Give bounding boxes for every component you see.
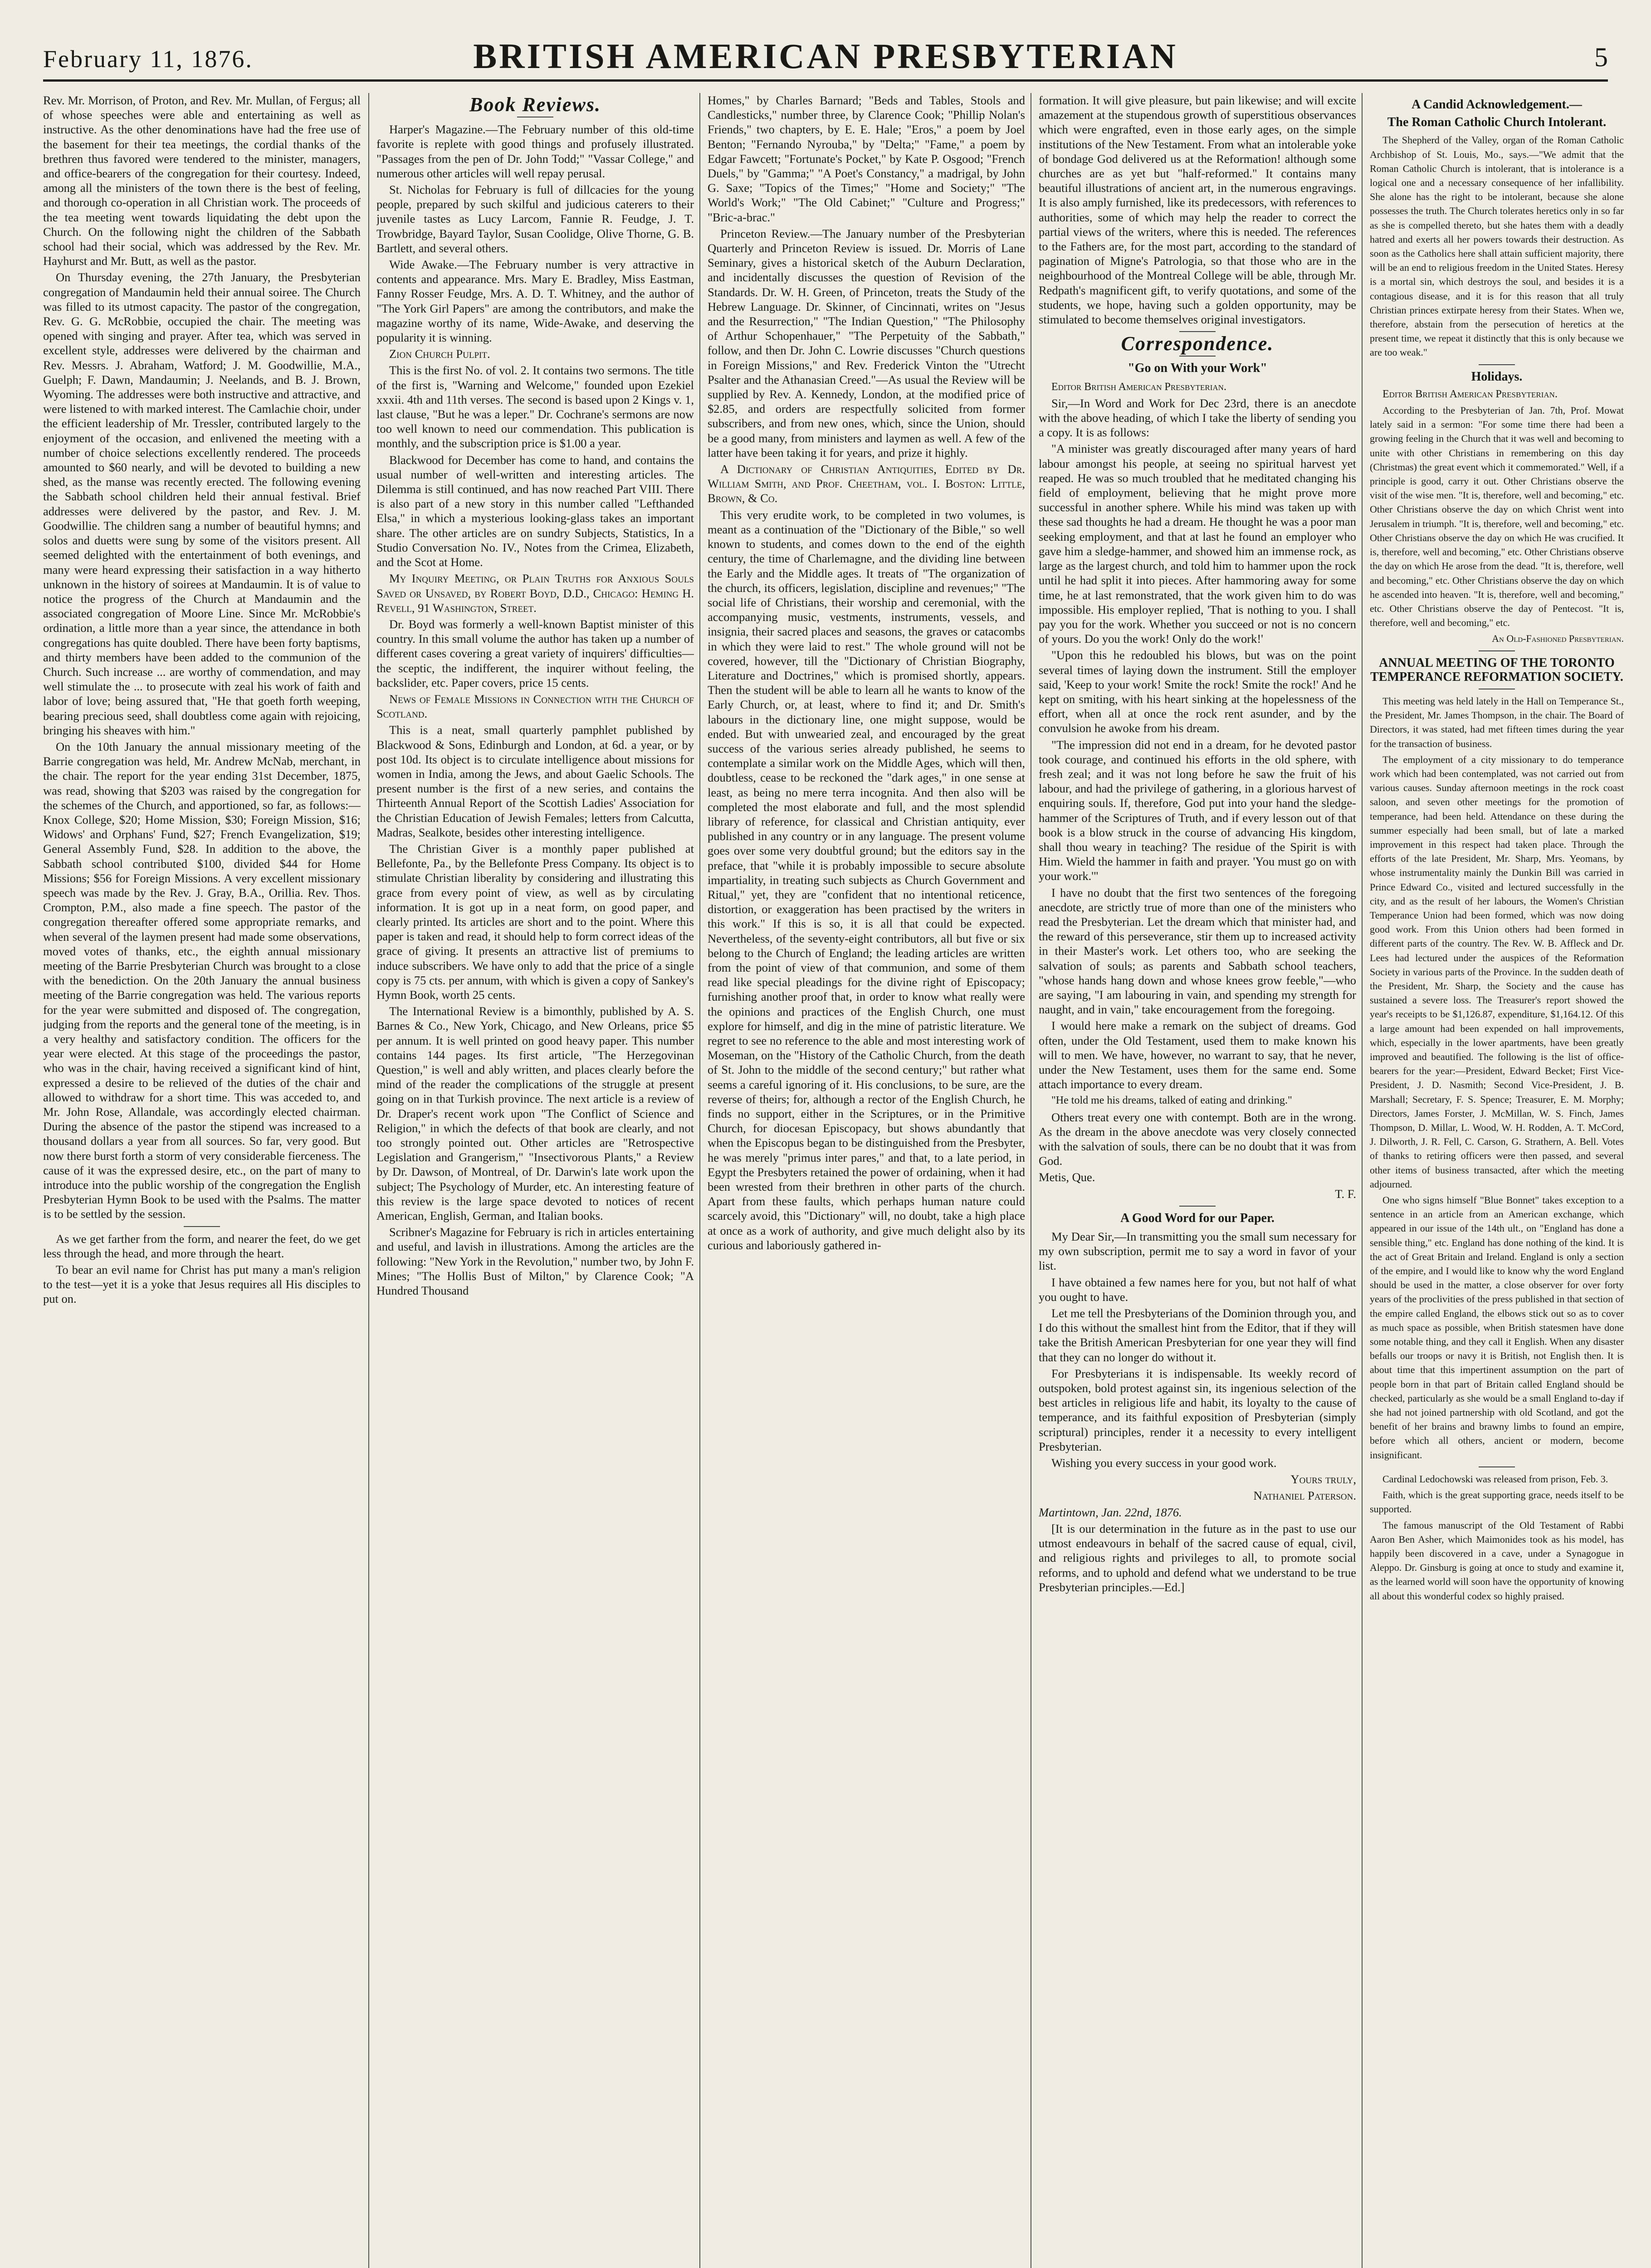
divider [1479, 1466, 1515, 1467]
page-number: 5 [1594, 42, 1608, 72]
issue-date: February 11, 1876. [43, 45, 253, 73]
review-paragraph: Homes," by Charles Barnard; "Beds and Tables, Stools and Candlesticks," number three, by Clarence Cook; "Phillip Nolan's Friends," two chapters, by E. E. Hale; "Eros," a poem by Joel Benton; "Fernando Nyrouba," by "Delta;" "Fame," a poem by Edgar Fawcett; "Fortunate's Pocket," by Kate P. Osgood; "French Duels," by "Gamma;" "A Poet's Constancy," a madrigal, by John G. Saxe; "Topics of the Times;" "Home and Society;" "The World's Work;" "The Old Cabinet;" "Culture and Progress;" "Bric-a-brac." [708, 93, 1025, 224]
divider [184, 1226, 220, 1227]
review-title: News of Female Missions in Connection with the Church of Scotland. [376, 692, 694, 721]
review-paragraph: Blackwood for December has come to hand, and contains the usual number of well-written and interesting articles. The Dilemma is still continued, and has now reached Part VIII. There is also part of a new story in this number called "Lefthanded Elsa," in which a mysterious looking-glass takes an important share. The other articles are on sundry Subjects, Statistics, In a Studio Conversation No. IV., Notes from the Crimea, Elizabeth, and the Scot at Home. [376, 453, 694, 569]
review-paragraph: This is a neat, small quarterly pamphlet published by Blackwood & Sons, Edinburgh and London, at 6d. a year, or by post 10d. Its object is to circulate intelligence about missions for women in India, among the Jews, and about Gaelic Schools. The present number is the first of a new series, and contains the Thirteenth Annual Report of the Scottish Ladies' Association for the Christian Education of Jewish Females; letters from Calcutta, Madras, Sealkote, besides other interesting intelligence. [376, 723, 694, 839]
divider [1179, 331, 1216, 332]
column-rule [1362, 93, 1363, 2268]
letter-signature: Nathaniel Paterson. [1253, 1489, 1356, 1503]
letter-paragraph: My Dear Sir,—In transmitting you the small sum necessary for my own subscription, permit me to say a word in favor of your list. [1039, 1230, 1356, 1273]
review-paragraph: This very erudite work, to be completed in two volumes, is meant as a continuation of the "Dictionary of the Bible," so well known to students, and comes down to the end of the eighth century, the time of Charlemagne, and the dividing line between the Early and the Middle ages. It treats of "The organization of the church, its officers, legislation, discipline and revenues;" "The social life of Christians, their worship and ceremonial, with the accompanying music, vestments, instruments, vessels, and insignia, their sacred places and seasons, the graves or catacombs in which they were laid to rest." The whole ground will not be covered, however, till the "Dictionary of Christian Biography, Literature and Doctrines," which is promised shortly, appears. Then the student will be able to learn all he wants to know of the Early Church, or, at least, where to find it; and Dr. Smith's labours in the dictionary line, one might suppose, would be ended. But with unwearied zeal, and encouraged by the great success of the various series already published, he seems to contemplate a similar work on the Middle Ages, which will then, doubtless, cease to be reckoned the "dark ages," in one sense at least, as being no mere terra incognita. And then also will be completed the most elaborate and full, and the most splendid library of reference, for classical and Christian antiquity, ever published in any country or in any language. The present volume goes over some very doubtful ground; but the editors say in the preface, that "while it is probably impossible to secure absolute impartiality, in treating such subjects as Church Government and Ritual," yet, they are "confident that no intentional reticence, distortion, or exaggeration has been practised by the writers in this work." If this is so, it is all that could be expected. Nevertheless, of the seventy-eight contributors, all but five or six belong to the Church of England; the leading articles are written from the point of view of that communion, and some of them read like special pleadings for the divine right of Episcopacy; furnishing another proof that, in order to know what really were the opinions and practices of the English Church, one must explore for himself, and dig in the mine of patristic literature. We regret to see no reference to the able and most interesting work of Moseman, on the "History of the Catholic Church, from the death of St. John to the middle of the second century;" but rather what seems a careful ignoring of it. His conclusions, to be sure, are the reverse of theirs; for, although a rector of the English Church, he finds no support, either in the Scriptures, or in the Primitive Church, for diocesan Episcopacy, but shows abundantly that when the Episcopus began to be distinguished from the Presbyter, he was merely "primus inter pares," and that, to a late period, in Egypt the Presbyters retained the power of ordaining, when it had been wrested from their brethren in other parts of the church. Apart from these faults, which perhaps human nature could scarcely avoid, this "Dictionary" will, no doubt, take a high place at once as a work of authority, and give much delight also by its curious and laboriously gathered in- [708, 508, 1025, 1252]
editor-note: [It is our determination in the future as in the past to use our utmost endeavours in behalf of the sacred cause of equal, civil, and religious rights and privileges to all, to promote social reforms, and to uphold and defend what we understand to be true Presbyterian principles.—Ed.] [1039, 1521, 1356, 1594]
article-paragraph: The employment of a city missionary to do temperance work which had been contemplated, was not carried out from various causes. Sunday afternoon meetings in the rock coast saloon, and seven other meetings for the promotion of temperance, had been held. Attendance on these during the summer especially had been small, but of late a marked improvement in this respect had taken place. Through the efforts of the late President, Mr. Sharp, Mrs. Yeomans, by whose instrumentality mainly the Dunkin Bill was carried in Prince Edward Co., visited and lectured successfully in the city, and as the result of her labours, the Women's Christian Temperance Union had been formed, which was now doing good work. From this Union others had been formed in different parts of the country. The Rev. W. B. Affleck and Dr. Lees had lectured under the auspices of the Reformation Society in various parts of the Province. In the sudden death of the President, Mr. Sharp, the Society and the cause has sustained a severe loss. The Treasurer's report showed the year's receipts to be $1,126.87, expenditure, $1,164.12. Of this a large amount had been expended on hall improvements, which, especially in the lower apartments, have been greatly improved and beautified. The following is the list of office-bearers for the year:—President, Edward Becket; First Vice-President, J. D. Nasmith; Second Vice-President, J. B. Marshall; Secretary, F. S. Spence; Treasurer, E. M. Morphy; Directors, James Forster, J. McMillan, W. S. Finch, James Thompson, D. Millar, L. Wood, W. H. Rodden, A. T. McCord, J. Dilworth, J. R. Fell, C. Carson, G. Strathern, A. Bell. Votes of thanks to retiring officers were then passed, and several other items of business transacted, after which the meeting adjourned. [1370, 753, 1624, 1190]
aphorism: As we get farther from the form, and nearer the feet, do we get less through the head, and more through the heart. [43, 1232, 361, 1260]
letter-paragraph: "The impression did not end in a dream, for he devoted pastor took courage, and continued his efforts in the old sphere, with fresh zeal; and it was not long before he saw the fruit of his labour, and had the privilege of gathering, in a glorious harvest of enquiring souls. If, therefore, God put into your hand the sledge-hammer of the Scriptures of Truth, and if every lesson out of that book is a blow struck in the course of advancing His kingdom, shall thou weary in teaching? The residue of the Spirit is with Him. Wield the hammer in faith and prayer. 'You must go on with your work.'" [1039, 738, 1356, 883]
divider [1479, 364, 1515, 365]
letter-date: Martintown, Jan. 22nd, 1876. [1039, 1505, 1182, 1519]
review-paragraph: Princeton Review.—The January number of the Presbyterian Quarterly and Princeton Review is issued. Dr. Morris of Lane Seminary, gives a historical sketch of the Auburn Declaration, and incidentally discusses the question of Revision of the Standards. Dr. W. H. Green, of Princeton, treats the Study of the Hebrew Language. Dr. Skinner, of Cincinnati, writes on "Jesus and the Resurrection," "The Indian Question," "The Philosophy of Arthur Schopenhauer," "The Perpetuity of the Sabbath," follow, and then Dr. John C. Lowrie discusses "Church questions in Foreign Missions," and Rev. Frederick Vinton the "Utrecht Psalter and the Athanasian Creed."—As usual the Review will be supplied by Rev. A. Kennedy, London, at the modified price of $2.85, and orders are respectfully solicited from former subscribers, and from new ones, which, since the Union, should be a good many, from ministers and laymen as well. A few of the latter have been taking it for years, and prize it highly. [708, 226, 1025, 459]
article-paragraph: On the 10th January the annual missionary meeting of the Barrie congregation was held, Mr. Andrew McNab, merchant, in the chair. The report for the year ending 31st December, 1875, was read, showing that $203 was raised by the congregation for the schemes of the Church, and apportioned, so far, as follows:—Knox College, $20; Home Mission, $30; Foreign Mission, $16; Widows' and Orphans' Fund, $27; French Evangelization, $19; General Assembly Fund, $28. In addition to the above, the Sabbath school contributed $100, divided $44 for Home Missions; $56 for Foreign Missions. A very excellent missionary speech was made by the Rev. J. Gray, B.A., Orillia. Rev. Thos. Crompton, P.M., also made a fine speech. The pastor of the congregation thereafter offered some appropriate remarks, and when several of the laymen present had made some observations, moved votes of thanks, etc., the eighth annual missionary meeting of the Barrie Presbyterian Church was brought to a close with the benediction. On the 20th January the annual business meeting of the Barrie congregation was held. The various reports for the year were submitted and disposed of. The congregation, judging from the reports and the general tone of the meeting, is in a very healthy and satisfactory condition. The officers for the year were elected. At this stage of the proceedings the pastor, who was in the chair, having received a significant kind of hint, expressed a desire to be relieved of the duties of the chair and allowed to withdraw for a short time. This was acceded to, and Mr. John Rose, Allandale, was accordingly elected chairman. During the absence of the pastor the stipend was increased to a thousand dollars a year from all sources. So far, very good. But now there burst forth a storm of very considerable fierceness. The cause of it was the expressed desire, etc., on the part of many to introduce into the public worship of the congregation the English Presbyterian Hymn Book to be used with the Psalms. The matter is to be settled by the session. [43, 739, 361, 1221]
review-title: My Inquiry Meeting, or Plain Truths for Anxious Souls Saved or Unsaved, by Robert Boyd, D.D., Chicago: Heming H. Revell, 91 Washington, Street. [376, 572, 694, 615]
letter-addressee: Editor British American Presbyterian. [1051, 381, 1226, 393]
letter-signature: T. F. [1335, 1187, 1356, 1201]
column-2 [376, 93, 694, 2268]
column-3 [708, 93, 1025, 2268]
letter-paragraph: "Upon this he redoubled his blows, but was on the point several times of laying down the instrument. Still the employer said, 'Keep to your work! Smite the rock! Smite the rock!' And he kept on smiting, with his heart sinking at the hopelessness of the effort, when all at once the rock rent asunder, and by the convulsion he awoke from his dream. [1039, 648, 1356, 735]
letter-paragraph: Let me tell the Presbyterians of the Dominion through you, and I do this without the smallest hint from the Editor, that if they will take the British American Presbyterian for one year they will find that they can no longer do without it. [1039, 1306, 1356, 1364]
newspaper-title: BRITISH AMERICAN PRESBYTERIAN [473, 36, 1178, 76]
column-1 [43, 93, 361, 2268]
letter-addressee: Editor British American Presbyterian. [1382, 388, 1558, 400]
review-paragraph: Harper's Magazine.—The February number of this old-time favorite is replete with good things and profusely illustrated. "Passages from the pen of Dr. John Todd;" "Vassar College," and numerous other articles will well repay perusal. [376, 122, 694, 180]
column-5 [1370, 93, 1624, 2268]
letter-paragraph: Others treat every one with contempt. Both are in the wrong. As the dream in the above anecdote was very closely connected with the salvation of souls, there can be no doubt that it was from God. [1039, 1110, 1356, 1168]
letter-signature: An Old-Fashioned Presbyterian. [1492, 633, 1624, 645]
letter-paragraph: I have obtained a few names here for you, but not half of what you ought to have. [1039, 1275, 1356, 1304]
review-paragraph: Scribner's Magazine for February is rich in articles entertaining and useful, and lavish in illustrations. Among the articles are the following: "New York in the Revolution," number two, by John F. Mines; "The Hollis Bust of Milton," by Clarence Cook; "A Hundred Thousand [376, 1225, 694, 1298]
letter-paragraph: Sir,—In Word and Work for Dec 23rd, there is an anecdote with the above heading, of which I take the liberty of sending you a copy. It is as follows: [1039, 396, 1356, 440]
column-rule [368, 93, 369, 2268]
letter-paragraph: I have no doubt that the first two sentences of the foregoing anecdote, are strictly true of more than one of the ministers who read the Presbyterian. Let the dream which that minister had, and the reward of this perseverance, stir them up to increased activity in their Master's work. Let others too, who are seeking the salvation of souls; as parents and Sabbath school teachers, "whose hands hang down and whose knees grow feeble,"—who are saying, "I am labouring in vain, and spending my strength for naught, and in vain," take encouragement from the foregoing. [1039, 885, 1356, 1017]
article-paragraph: One who signs himself "Blue Bonnet" takes exception to a sentence in an article from an American exchange, which appeared in our issue of the 14th ult., on "England has done a sensible thing," etc. England has done nothing of the kind. It is the act of Great Britain and Ireland. England is only a section of the empire, and I would like to know why the word England should be used in the matter, a close observer for over forty years of the proclivities of the press published in that section of the empire called England, the elbows stick out so as to cover as much space as possible, when British statesmen have done some notable thing, and they call it English. When any disaster befalls our troops or navy it is British, not English then. It is about time that this impertinent assumption on the part of people born in that part of Britain called England should be checked, particularly as she would be a small England to-day if she had not joined partnership with old Scotland, and got the benefit of her brains and brawny limbs to found an empire, before which all others, ancient or modern, become insignificant. [1370, 1194, 1624, 1461]
article-heading: The Roman Catholic Church Intolerant. [1387, 115, 1607, 130]
letter-place: Metis, Que. [1039, 1170, 1095, 1184]
column-4 [1039, 93, 1356, 2268]
news-item: Faith, which is the great supporting grace, needs itself to be supported. [1370, 1489, 1624, 1515]
review-title: Zion Church Pulpit. [389, 347, 490, 361]
review-paragraph: Wide Awake.—The February number is very attractive in contents and appearance. Mrs. Mary E. Bradley, Miss Eastman, Fanny Rosser Feudge, Mrs. A. D. T. Whitney, and the author of "The York Girl Papers" are among the contributors, and make the magazine worthy of its name, Wide-Awake, and deserving the popularity it is winning. [376, 258, 694, 345]
news-item: The famous manuscript of the Old Testament of Rabbi Aaron Ben Asher, which Maimonides took as his model, has happily been discovered in a cave, under a Synagogue in Aleppo. Dr. Ginsburg is going at once to study and examine it, as the learned world will soon have the opportunity of knowing all about this wonderful codex so highly praised. [1370, 1519, 1624, 1602]
review-paragraph: The Christian Giver is a monthly paper published at Bellefonte, Pa., by the Bellefonte Press Company. Its object is to stimulate Christian liberality by considering and illustrating this grace from every point of view, as well as by circulating information. It is got up in a neat form, on good paper, and clearly printed. Its articles are short and to the point. Where this paper is taken and read, it should help to form correct ideas of the grace of giving. It presents an attractive list of premiums to induce subscribers. We have only to add that the price of a single copy is 75 cts. per annum, with which is given a copy of Sankey's Hymn Book, worth 25 cents. [376, 841, 694, 1002]
review-title: A Dictionary of Christian Antiquities, Edited by Dr. William Smith, and Prof. Cheetham, vol. I. Boston: Little, Brown, & Co. [708, 462, 1025, 505]
letter-title: "Go on With your Work" [1128, 361, 1267, 376]
article-paragraph: The Shepherd of the Valley, organ of the Roman Catholic Archbishop of St. Louis, Mo., says.—"We admit that the Roman Catholic Church is intolerant, that is intolerance is a logical one and a necessary consequence of her infallibility. She alone has the right to be intolerant, because she alone possesses the truth. The Church tolerates heretics only in so far as she is compelled thereto, but she hates them with a deadly hatred and exerts all her powers towards their destruction. As soon as the Catholics here shall attain sufficient majority, there will be an end to religious freedom in the United States. Heresy is a mortal sin, which destroys the soul, and besides it is a contagious disease, and it is for this reason that all truly Christian princes extirpate heresy from their States. When we, therefore, abstain from the persecution of heretics at the present time, we repeat it distinctly that this is only because we are too weak." [1370, 134, 1624, 358]
article-heading: ANNUAL MEETING OF THE TORONTO TEMPERANCE REFORMATION SOCIETY. [1370, 655, 1623, 684]
review-paragraph: St. Nicholas for February is full of dillcacies for the young people, prepared by such skilful and judicious caterers to their juvenile tastes as Lucy Larcom, Fannie R. Feudge, J. T. Trowbridge, Bayard Taylor, Susan Coolidge, Olive Thorne, G. B. Bartlett, and several others. [376, 183, 694, 255]
review-paragraph: formation. It will give pleasure, but pain likewise; and will excite amazement at the stupendous growth of superstitious observances which were engrafted, even in those early ages, on the simple institutions of the New Testament. From what an intolerable yoke of bondage God delivered us at the Reformation! although some churches are as yet but "half-reformed." It contains many beautiful illustrations of ancient art, in the numerous engravings. It is also amply furnished, like its predecessors, with references to authorities, some of which may help the reader to correct the partial views of the writers, where this is needed. The references to the Fathers are, for the most part, according to the standard of pagination of Migne's Patrologia, so that those who are in the neighbourhood of the Montreal College will be able, through Mr. Redpath's magnificent gift, to verify quotations, and some of the students, we hope, having such a golden opportunity, may be stimulated to become themselves original investigators. [1039, 93, 1356, 327]
column-rule [699, 93, 700, 2268]
review-paragraph: The International Review is a bimonthly, published by A. S. Barnes & Co., New York, Chicago, and New Orleans, price $5 per annum. It is well printed on good heavy paper. This number contains 144 pages. Its first article, "The Herzegovinan Question," is well and ably written, and places clearly before the mind of the reader the complications of the struggle at present going on in that Turkish province. The next article is a review of Dr. Draper's recent work upon "The Conflict of Science and Religion," in which the defects of that book are clearly, and not too strongly pointed out. Other articles are "Retrospective Legislation and Grangerism," "Insectivorous Plants," a Review by Dr. Dawson, of Montreal, of Dr. Darwin's late work upon the subject; The Psychology of Murder, etc. An interesting feature of this review is the large space devoted to notices of recent American, English, German, and Italian books. [376, 1004, 694, 1223]
letter-closing: Yours truly, [1290, 1472, 1356, 1486]
letter-paragraph: For Presbyterians it is indispensable. Its weekly record of outspoken, bold protest against sin, its ingenious selection of the best articles in religious life and habit, its loyalty to the cause of temperance, and its faithful exposition of Presbyterian (simply scriptural) principles, render it a necessity to every intelligent Presbyterian. [1039, 1366, 1356, 1453]
article-paragraph: This meeting was held lately in the Hall on Temperance St., the President, Mr. James Thompson, in the chair. The Board of Directors, it was stated, had met fifteen times during the year for the transaction of business. [1370, 695, 1624, 749]
article-heading: Holidays. [1471, 369, 1523, 384]
section-heading-book-reviews: Book Reviews. [469, 93, 601, 116]
article-paragraph: Rev. Mr. Morrison, of Proton, and Rev. Mr. Mullan, of Fergus; all of whose speeches were able and entertaining as well as instructive. As the other denominations have had the free use of the basement for their tea meetings, the cordial thanks of the brethren thus favored were tendered to the minister, managers, and office-bearers of the congregation for their courtesy. Indeed, among all the ministers of the town there is the best of feeling, and thorough co-operation in all Christian work. The proceeds of the tea meeting went towards liquidating the debt upon the Church. On the following night the children of the Sabbath school had their social, which was addressed by the Rev. Mr. Hayhurst and Mr. Butt, as well as the pastor. [43, 93, 361, 268]
aphorism: To bear an evil name for Christ has put many a man's religion to the test—yet it is a yoke that Jesus requires all His disciples to put on. [43, 1263, 361, 1306]
letter-paragraph: "A minister was greatly discouraged after many years of hard labour amongst his people, at seeing no spiritual harvest yet reaped. He was so much troubled that he meditated changing his field of employment, believing that he might prove more successful in another sphere. While his mind was taken up with these sad thoughts he had a dream. He thought he was a poor man seeking employment, and that at last he found an employer who gave him a sledge-hammer, and showed him an immense rock, as large as the largest church, and told him to hammer upon the rock until he had split it into pieces. After hammoring away for some time, he at last remonstrated, that the work given him to do was impossible. His employer replied, 'That is nothing to you. I shall pay you for the work. Whether you succeed or not is no concern of yours. Do you the work! Only do the work!' [1039, 442, 1356, 646]
letter-paragraph: Wishing you every success in your good work. [1051, 1456, 1277, 1470]
divider [1179, 356, 1216, 357]
article-paragraph: On Thursday evening, the 27th January, the Presbyterian congregation of Mandaumin held their annual soiree. The Church was filled to its utmost capacity. The pastor of the congregation, Rev. G. G. McRobbie, occupied the chair. The meeting was opened with singing and prayer. After tea, which was served in excellent style, addresses were delivered by the chairman and Rev. Messrs. J. Abraham, Watford; J. M. Goodwillie, M.A., Guelph; F. Dawn, Mandaumin; J. Neelands, and B. J. Brown, Wyoming. The addresses were both instructive and attractive, and were listened to with marked interest. The Camlachie choir, under the efficient leadership of Mr. Tressler, contributed largely to the enjoyment of the occasion, and enlivened the meeting with a number of choice selections excellently rendered. The proceeds amounted to $60 nearly, and will be devoted to building a new shed, as the manse was recently erected. The following evening the Sabbath school children held their annual festival. Brief addresses were delivered by the pastor, and Rev. J. M. Goodwillie. The children sang a number of beautiful hymns; and solos and duetts were sung by some of the visitors present. All seemed delighted with the entertainment of both evenings, and many were heard expressing their satisfaction in a way hitherto unknown in the history of soirees at Mandaumin. It is of value to notice the progress of the Church at Mandaumin and the associated congregation of Moore Line. Since Mr. McRobbie's ordination, a little more than a year since, the attendance in both congregations has quite doubled. There have been forty baptisms, and thirty members have been added to the communion of the Church. Such increase ... are worthy of commendation, and may well stimulate the ... to prosecute with zeal his work of faith and labor of love; being assured that, "He that goeth forth weeping, bearing precious seed, shall doubtless come again with rejoicing, bringing his sheaves with him." [43, 270, 361, 737]
divider [1479, 650, 1515, 651]
review-paragraph: This is the first No. of vol. 2. It contains two sermons. The title of the first is, "Warning and Welcome," founded upon Ezekiel xxxii. 4th and 11th verses. The second is based upon 2 Kings v. 1, last clause, "But he was a leper." Dr. Cochrane's sermons are now too well known to need our commendation. This publication is monthly, and the subscription price is $1.00 a year. [376, 363, 694, 450]
letter-title: A Good Word for our Paper. [1120, 1211, 1275, 1225]
masthead [43, 25, 1608, 82]
review-paragraph: Dr. Boyd was formerly a well-known Baptist minister of this country. In this small volume the author has taken up a number of different cases covering a great variety of inquirers' difficulties—the sceptic, the indifferent, the inquirer without feeling, the backslider, etc. Paper covers, price 15 cents. [376, 617, 694, 689]
divider [1179, 1206, 1216, 1207]
news-item: Cardinal Ledochowski was released from prison, Feb. 3. [1382, 1473, 1608, 1485]
letter-paragraph: I would here make a remark on the subject of dreams. God often, under the Old Testament, used them to make known his will to men. We have, however, no warrant to say, that he never, under the New Testament, uses them for the same end. Some attach importance to every dream. [1039, 1019, 1356, 1091]
section-heading-correspondence: Correspondence. [1121, 332, 1274, 355]
quotation: "He told me his dreams, talked of eating and drinking." [1051, 1095, 1292, 1107]
article-paragraph: According to the Presbyterian of Jan. 7th, Prof. Mowat lately said in a sermon: "For some time there had been a growing feeling in the Church that it was well and becoming to unite with other Christians in remembering on this day (Christmas) the great event which it commemorated." Well, if a principle is good, carry it out. Other Christians observe the visit of the wise men. "It is, therefore, well and becoming," etc. Other Christians observe the day on which Christ went into Jerusalem in triumph. "It is, therefore, well and becoming," etc. Other Christians observe the day on which He was crucified. It is, therefore, well and becoming," etc. Other Christians observe the day on which He arose from the dead. "It is, therefore, well and becoming," etc. Other Christians observe the day on which he ascended into heaven. "It is, therefore, well and becoming," etc. Other Christians observe the day of Pentecost. "It is, therefore, well and becoming," etc. [1370, 405, 1624, 629]
article-heading: A Candid Acknowledgement.— [1412, 98, 1582, 112]
